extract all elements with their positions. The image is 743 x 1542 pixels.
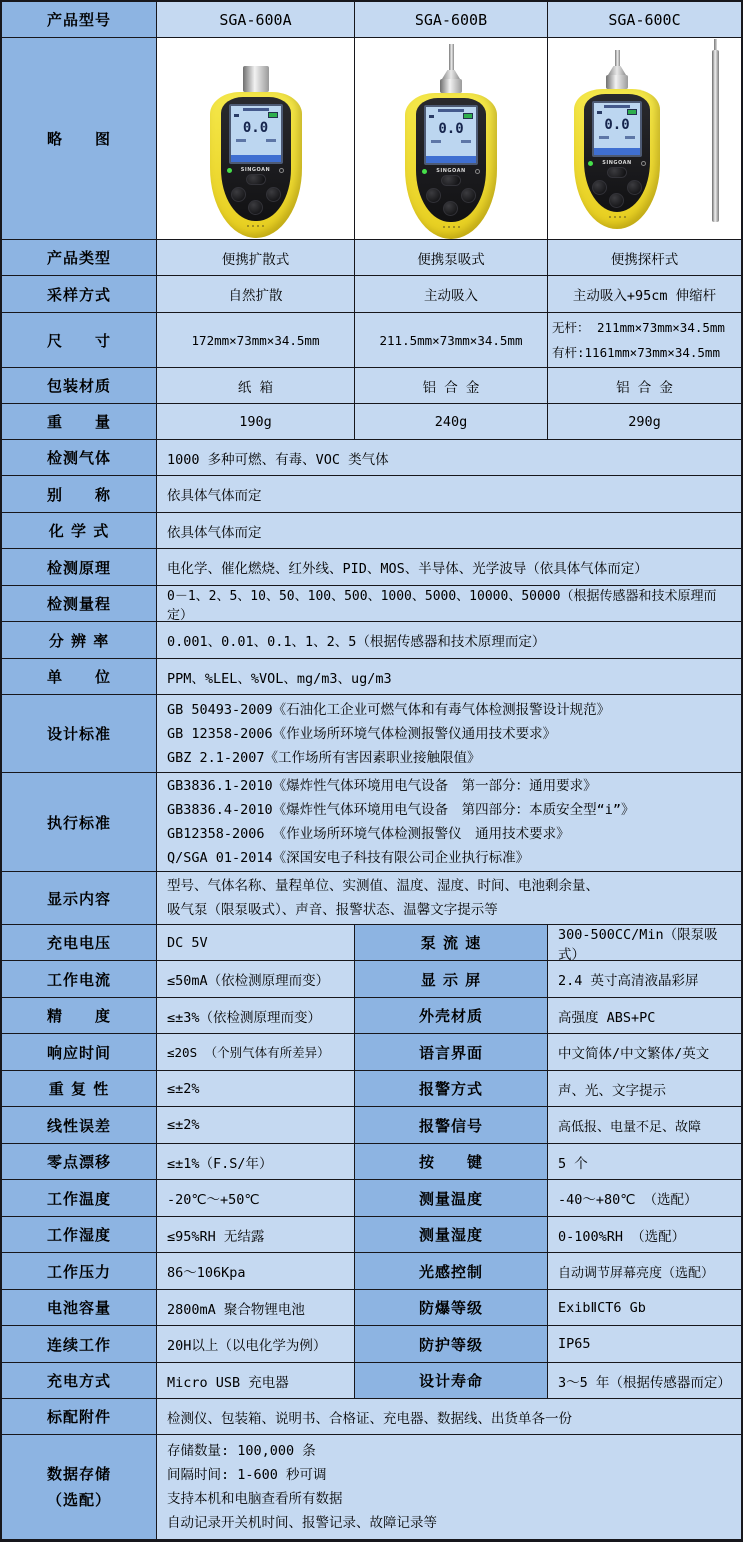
spec-label: 设计标准: [2, 695, 157, 773]
model-name-b: SGA-600B: [355, 2, 548, 38]
device-body: [405, 93, 497, 239]
led-indicator: [422, 169, 427, 174]
spec-value: 型号、气体名称、量程单位、实测值、温度、湿度、时间、电池剩余量、 吸气泵（限泵吸式）、声音、报警状态、温馨文字提示等: [157, 872, 741, 925]
device-photo-sga-600a: [157, 38, 355, 240]
spec-value: -20℃～+50℃: [157, 1180, 355, 1217]
spec-label: 工作压力: [2, 1253, 157, 1290]
spec-label: 泵 流 速: [355, 925, 548, 961]
spec-value: 290g: [548, 404, 741, 440]
model-name-c: SGA-600C: [548, 2, 741, 38]
table-row: [2, 1180, 741, 1217]
screen-statusbar: [426, 156, 476, 163]
spec-label: 防爆等级: [355, 1290, 548, 1326]
spec-label: 单 位: [2, 659, 157, 695]
spec-value: ≤±2%: [157, 1071, 355, 1107]
spec-value: 高低报、电量不足、故障: [548, 1107, 741, 1144]
table-row: [2, 925, 741, 961]
spec-value: 纸 箱: [157, 368, 355, 404]
device-photo-sga-600c: [548, 38, 741, 240]
table-row: [2, 773, 741, 872]
pump-probe: [449, 44, 454, 70]
spec-value: IP65: [548, 1326, 741, 1363]
spec-value: 240g: [355, 404, 548, 440]
spec-label: 线性误差: [2, 1107, 157, 1144]
spec-label: 产品类型: [2, 240, 157, 276]
screen-reading: 0.0: [438, 121, 464, 137]
spec-value: 3～5 年（根据传感器而定）: [548, 1363, 741, 1399]
keypad: [589, 167, 645, 211]
table-row: [2, 404, 741, 440]
table-row: [2, 1363, 741, 1399]
spec-label: 分 辨 率: [2, 622, 157, 659]
spec-value: ≤±3%（依检测原理而变）: [157, 998, 355, 1034]
battery-icon: [268, 112, 278, 118]
spec-value: ≤20S （个别气体有所差异）: [157, 1034, 355, 1071]
screen-reading: 0.0: [604, 117, 630, 133]
spec-value: 0－1、2、5、10、50、100、500、1000、5000、10000、50000（根据传感器和技术原理而定）: [157, 586, 741, 622]
spec-value: 2.4 英寸高清液晶彩屏: [548, 961, 741, 998]
table-row: [2, 695, 741, 773]
spec-label: 测量湿度: [355, 1217, 548, 1253]
spec-label: 设计寿命: [355, 1363, 548, 1399]
spec-value: ≤95%RH 无结露: [157, 1217, 355, 1253]
keypad: [423, 175, 479, 219]
spec-value: ExibⅡCT6 Gb: [548, 1290, 741, 1326]
spec-value: 自动调节屏幕亮度（选配）: [548, 1253, 741, 1290]
spec-value: 便携探杆式: [548, 240, 741, 276]
spec-value: 电化学、催化燃烧、红外线、PID、MOS、半导体、光学波导（依具体气体而定）: [157, 549, 741, 586]
table-row: [2, 1253, 741, 1290]
spec-value: ≤50mA（依检测原理而变）: [157, 961, 355, 998]
spec-value: 铝 合 金: [355, 368, 548, 404]
spec-value: 便携扩散式: [157, 240, 355, 276]
battery-icon: [627, 109, 637, 115]
table-row: [2, 586, 741, 622]
spec-label: 显 示 屏: [355, 961, 548, 998]
table-row: [2, 1326, 741, 1363]
spec-value: 高强度 ABS+PC: [548, 998, 741, 1034]
spec-label: 化 学 式: [2, 513, 157, 549]
table-row: [2, 622, 741, 659]
spec-label: 测量温度: [355, 1180, 548, 1217]
table-row: [2, 1071, 741, 1107]
spec-value: ≤±2%: [157, 1107, 355, 1144]
spec-label: 检测量程: [2, 586, 157, 622]
spec-value: 铝 合 金: [548, 368, 741, 404]
table-row: [2, 549, 741, 586]
table-row: [2, 368, 741, 404]
spec-label: 精 度: [2, 998, 157, 1034]
spec-label: 采样方式: [2, 276, 157, 313]
device-screen: [229, 104, 283, 164]
spec-value: PPM、%LEL、%VOL、mg/m3、ug/m3: [157, 659, 741, 695]
table-row: [2, 1034, 741, 1071]
device-body: [210, 92, 302, 238]
spec-label: 电池容量: [2, 1290, 157, 1326]
led-indicator: [588, 161, 593, 166]
model-name-a: SGA-600A: [157, 2, 355, 38]
spec-value: 0.001、0.01、0.1、1、2、5（根据传感器和技术原理而定）: [157, 622, 741, 659]
power-icon: [475, 169, 480, 174]
screen-reading: 0.0: [242, 120, 269, 136]
spec-label: 防护等级: [355, 1326, 548, 1363]
sketch-label: 略 图: [2, 38, 157, 240]
spec-label: 尺 寸: [2, 313, 157, 368]
table-row: [2, 1435, 741, 1540]
spec-label: 检测原理: [2, 549, 157, 586]
table-row: [2, 476, 741, 513]
spec-label: 按 键: [355, 1144, 548, 1180]
spec-label: 连续工作: [2, 1326, 157, 1363]
brand-label: SINGOAN: [240, 167, 271, 173]
table-row: [2, 1144, 741, 1180]
sketch-row: [2, 38, 741, 240]
spec-label: 数据存储 （选配）: [2, 1435, 157, 1540]
spec-value: GB3836.1-2010《爆炸性气体环境用电气设备 第一部分：通用要求》 GB3836.4-2010《爆炸性气体环境用电气设备 第四部分：本质安全型“i”》 GB12358-2006 《作业场所环境气体检测报警仪 通用技术要求》 Q/SGA 01-2014《深国安电子科技有限公司企业执行标准》: [157, 773, 741, 872]
table-row: [2, 513, 741, 549]
spec-value: 主动吸入: [355, 276, 548, 313]
spec-label: 报警方式: [355, 1071, 548, 1107]
spec-value: 便携泵吸式: [355, 240, 548, 276]
spec-label: 显示内容: [2, 872, 157, 925]
table-row: [2, 1217, 741, 1253]
spec-value: 5 个: [548, 1144, 741, 1180]
spec-label: 工作温度: [2, 1180, 157, 1217]
spec-value: 1000 多种可燃、有毒、VOC 类气体: [157, 440, 741, 476]
screen-statusbar: [594, 148, 640, 155]
spec-value: 声、光、文字提示: [548, 1071, 741, 1107]
brand-label: SINGOAN: [602, 160, 632, 166]
spec-value: GB 50493-2009《石油化工企业可燃气体和有毒气体检测报警设计规范》 GB 12358-2006《作业场所环境气体检测报警仪通用技术要求》 GBZ 2.1-2007《工作场所有害因素职业接触限值》: [157, 695, 741, 773]
spec-label: 检测气体: [2, 440, 157, 476]
spec-value: 190g: [157, 404, 355, 440]
table-row: [2, 659, 741, 695]
device-body: [574, 89, 660, 229]
spec-value: 0-100%RH （选配）: [548, 1217, 741, 1253]
table-row: [2, 440, 741, 476]
table-row: [2, 1107, 741, 1144]
spec-label: 重 量: [2, 404, 157, 440]
screen-statusbar: [231, 155, 281, 162]
keypad: [228, 174, 284, 218]
spec-label: 工作电流: [2, 961, 157, 998]
spec-value: 86～106Kpa: [157, 1253, 355, 1290]
spec-value: 211.5mm×73mm×34.5mm: [355, 313, 548, 368]
led-indicator: [227, 168, 232, 173]
spec-label: 标配附件: [2, 1399, 157, 1435]
sensor-cap: [243, 66, 269, 92]
power-icon: [641, 161, 646, 166]
spec-label: 语言界面: [355, 1034, 548, 1071]
spec-value: 20H以上（以电化学为例）: [157, 1326, 355, 1363]
table-row: [2, 872, 741, 925]
spec-label: 外壳材质: [355, 998, 548, 1034]
spec-label: 工作湿度: [2, 1217, 157, 1253]
spec-value: DC 5V: [157, 925, 355, 961]
power-icon: [279, 168, 284, 173]
spec-value: 依具体气体而定: [157, 476, 741, 513]
table-row: [2, 961, 741, 998]
table-row: [2, 1290, 741, 1326]
header-label: 产品型号: [2, 2, 157, 38]
spec-label: 别 称: [2, 476, 157, 513]
spec-value: 依具体气体而定: [157, 513, 741, 549]
spec-value: ≤±1%（F.S/年）: [157, 1144, 355, 1180]
spec-value: Micro USB 充电器: [157, 1363, 355, 1399]
spec-label: 光感控制: [355, 1253, 548, 1290]
spec-label: 响应时间: [2, 1034, 157, 1071]
spec-label: 充电方式: [2, 1363, 157, 1399]
device-screen: [424, 105, 478, 165]
telescopic-rod: [712, 50, 719, 222]
spec-label: 重 复 性: [2, 1071, 157, 1107]
device-photo-sga-600b: [355, 38, 548, 240]
spec-label: 报警信号: [355, 1107, 548, 1144]
battery-icon: [463, 113, 473, 119]
spec-label: 执行标准: [2, 773, 157, 872]
pump-probe: [615, 50, 620, 66]
spec-value: 主动吸入+95cm 伸缩杆: [548, 276, 741, 313]
table-header-row: [2, 2, 741, 38]
spec-value: 2800mA 聚合物锂电池: [157, 1290, 355, 1326]
device-screen: [592, 101, 642, 157]
spec-label: 零点漂移: [2, 1144, 157, 1180]
spec-label: 包装材质: [2, 368, 157, 404]
table-row: [2, 240, 741, 276]
table-row: [2, 998, 741, 1034]
spec-label: 充电电压: [2, 925, 157, 961]
table-row: [2, 313, 741, 368]
spec-value: 中文简体/中文繁体/英文: [548, 1034, 741, 1071]
spec-value: 172mm×73mm×34.5mm: [157, 313, 355, 368]
spec-value: 检测仪、包装箱、说明书、合格证、充电器、数据线、出货单各一份: [157, 1399, 741, 1435]
table-row: [2, 1399, 741, 1435]
spec-value: 300-500CC/Min（限泵吸式）: [548, 925, 741, 961]
brand-label: SINGOAN: [436, 168, 466, 174]
spec-value: 无杆： 211mm×73mm×34.5mm 有杆:1161mm×73mm×34.5mm: [548, 313, 741, 368]
table-row: [2, 276, 741, 313]
spec-value: 存储数量: 100,000 条 间隔时间: 1-600 秒可调 支持本机和电脑查看所有数据 自动记录开关机时间、报警记录、故障记录等: [157, 1435, 741, 1540]
spec-value: 自然扩散: [157, 276, 355, 313]
spec-value: -40～+80℃ （选配）: [548, 1180, 741, 1217]
